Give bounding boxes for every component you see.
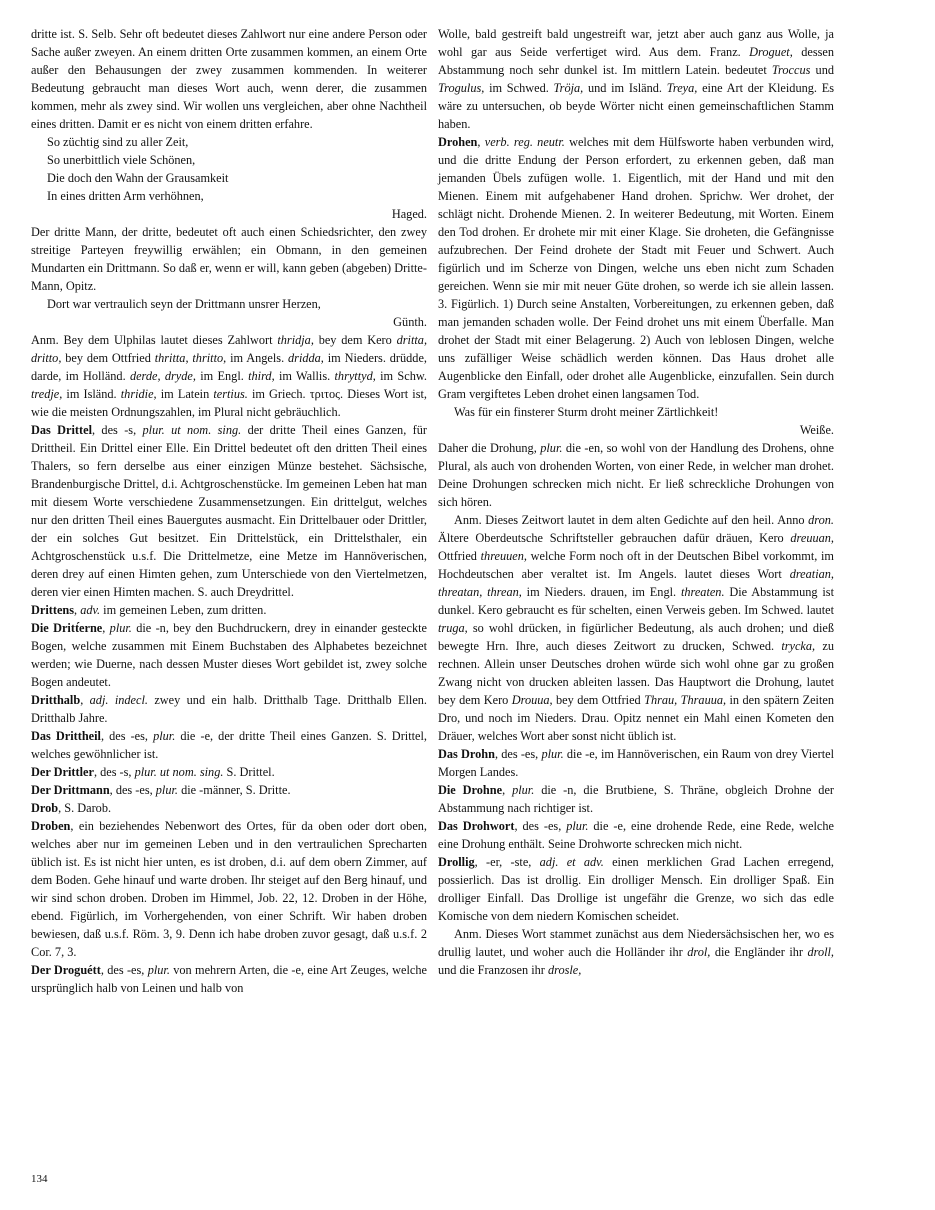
entry-droben: Droben, ein beziehendes Nebenwort des Ortes, für da oben oder dort oben, welches aber nur im gemeinen Leben und in den vertraulichen Sprecharten üblich ist. Es ist nicht hier unten, es ist droben, d.i. auf dem obern Zimmer, auf dem Boden. Gehe hinauf und warte droben. Ihr steiget auf den Berg hinauf, und wir sind schon droben. Droben im Himmel, Job. 22, 12. Droben in der Höhe, ebend. Figürlich, im Vorhergehenden, von einer Schrift. Wir haben droben bewiesen, daß u.s.f. Röm. 3, 9. Denn ich habe droben zuvor gesagt, daß u.s.f. 2 Cor. 7, 3. xyxy=(31,819,427,959)
entry-drohne: Die Drohne, plur. die -n, die Brutbiene, S. Thräne, obgleich Drohne der Abstammung nach richtiger ist. xyxy=(438,783,834,815)
entry-drohwort: Das Drohwort, des -es, plur. die -e, eine drohende Rede, eine Rede, welche eine Drohung enthält. Seine Drohworte schrecken mich nicht. xyxy=(438,819,834,851)
verse-line: Was für ein finsterer Sturm droht meiner Zärtlichkeit! xyxy=(454,405,719,419)
headword: Drittens xyxy=(31,603,75,617)
verse-attribution: Haged. xyxy=(391,207,427,221)
headword: Drohen xyxy=(438,135,478,149)
verse-line: Die doch den Wahn der Grausamkeit xyxy=(47,171,229,185)
headword: Das Drittel xyxy=(31,423,92,437)
entry-drohen: Drohen, verb. reg. neutr. welches mit dem Hülfsworte haben verbunden wird, und die dritte Endung der Person erfordert, zu erkennen geben, daß man jemanden Übels zufügen wolle. 1. Eigentlich, mit der Hand und mit den Mienen. Einem mit aufgehabener Hand drohen. Sprichw. Wer drohet, der schlägt nicht. Drohende Mienen. 2. In weiterer Bedeutung, mit Worten. Einem den Tod drohen. Er drohete mir mit einer Klage. Sie droheten, die Gefängnisse aufzubrechen. Der Feind drohete der Stadt mit Feuer und Schwert. Auch figürlich und im Scherze von Dingen, welche uns eben nicht zum Schaden gereichen. Wenn sie mir mit neuer Güte drohen, so werde ich sie allein lassen. 3. Figürlich. 1) Durch seine Anstalten, Vorbereitungen, zu erkennen geben, daß man jemanden schaden wolle. Der Feind drohet uns mit einem Überfalle. Man drohet der Stadt mit einer Belagerung. 2) Auch von leblosen Dingen, welche uns zufälliger Weise schädlich werden können. Das Haus drohet alle Augenblicke den Einfall, oder drohet alle Augenblicke, einzufallen. Sein durch Gram vergiftetes Leben drohet einen langsamen Tod. xyxy=(438,135,834,401)
headword: Das Drohn xyxy=(438,747,495,761)
verse-line: In eines dritten Arm verhöhnen, xyxy=(47,189,204,203)
headword: Die Dritt́erne xyxy=(31,621,103,635)
entry-drittmann: Der Drittmann, des -es, plur. die -männer, S. Dritte. xyxy=(31,783,291,797)
entry-dritte-mann: Der dritte Mann, der dritte, bedeutet oft auch einen Schiedsrichter, den zwey streitige Parteyen freywillig erwählen; ein Obmann, in den gemeinen Mundarten ein Drittmann. So daß er, wenn er will, kann geben (abgeben) Dritte-Mann, Opitz. xyxy=(31,225,427,293)
headword: Der Drittmann xyxy=(31,783,110,797)
entry-drittler: Der Drittler, des -s, plur. ut nom. sing. S. Drittel. xyxy=(31,765,275,779)
verse-attribution: Günth. xyxy=(393,315,427,329)
left-column xyxy=(31,25,427,997)
entry-droguett: Der Droguétt, des -es, plur. von mehrern Arten, die -e, eine Art Zeuges, welche ursprünglich halb von Leinen und halb von xyxy=(31,963,427,995)
headword: Drob xyxy=(31,801,59,815)
note-drollig: Anm. Dieses Wort stammet zunächst aus dem Niedersächsischen her, wo es drullig lautet, und woher auch die Holländer ihr drol, die Engländer ihr droll, und die Franzosen ihr drosle, xyxy=(438,927,835,977)
verse-attribution: Weiße. xyxy=(799,423,834,437)
headword: Das Drohwort xyxy=(438,819,515,833)
entry-dritthalb: Dritthalb, adj. indecl. zwey und ein halb. Dritthalb Tage. Dritthalb Ellen. Dritthalb Jahre. xyxy=(31,693,428,725)
entry-dritte-continued: dritte ist. S. Selb. Sehr oft bedeutet dieses Zahlwort nur eine andere Person oder Sache außer zweyen. An einem dritten Orte zusammen kommen, an einem Orte außer den Behausungen der zwey zusammen kommenden. In weiterer Bedeutung gebraucht man dieses Wort auch, wenn derer, die zusammen kommen, mehr als zwey sind. Wir wollen uns vergleichen, aber ohne Nachtheil eines dritten. Damit er es nicht von einem dritten erfahre. xyxy=(31,27,427,131)
entry-drob: Drob, S. Darob. xyxy=(31,801,112,815)
entry-drittens: Drittens, adv. im gemeinen Leben, zum dritten. xyxy=(31,603,267,617)
entry-drohn: Das Drohn, des -es, plur. die -e, im Hannöverischen, ein Raum von drey Viertel Morgen Landes. xyxy=(438,747,834,779)
note-dritte: Anm. Bey dem Ulphilas lautet dieses Zahlwort thridja, bey dem Kero dritta, dritto, bey dem Ottfried thritta, thritto, im Angels. dridda, im Nieders. drüdde, darde, im Holländ. derde, dryde, im Engl. third, im Wallis. thryttyd, im Schw. tredje, im Isländ. thridie, im Latein tertius. im Griech. τριτος. Dieses Wort ist, wie die meisten Ordnungszahlen, im Plural nicht gebräuchlich. xyxy=(31,333,428,419)
headword: Die Drohne xyxy=(438,783,503,797)
headword: Der Droguétt xyxy=(31,963,101,977)
verse-line: Dort war vertraulich seyn der Drittmann unsrer Herzen, xyxy=(47,297,321,311)
entry-drollig: Drollig, -er, -ste, adj. et adv. einen merklichen Grad Lachen erregend, possierlich. Das ist drollig. Ein drolliger Mensch. Ein drolliger Spaß. Ein drolliger Einfall. Das Drollige ist ungefähr die Grenze, wo sich das edle Komische von dem niedern Komischen scheidet. xyxy=(438,855,834,923)
headword: Dritthalb xyxy=(31,693,81,707)
headword: Der Drittler xyxy=(31,765,94,779)
entry-drittheil: Das Drittheil, des -es, plur. die -e, der dritte Theil eines Ganzen. S. Drittel, welches gewöhnlicher ist. xyxy=(31,729,427,761)
headword: Drollig xyxy=(438,855,475,869)
page-number: 134 xyxy=(31,1173,48,1185)
right-column xyxy=(438,25,834,979)
verse-line: So unerbittlich viele Schönen, xyxy=(47,153,196,167)
entry-dritterne: Die Dritt́erne, plur. die -n, bey den Buchdruckern, drey in einander gesteckte Bogen, welche zusammen mit Einem Buchstaben des Alphabetes bezeichnet werden; wie Duerne, nach dessen Muster dieses Wort gebildet ist, zwey solche Bogen andeutet. xyxy=(31,621,427,689)
entry-drittel: Das Drittel, des -s, plur. ut nom. sing. der dritte Theil eines Ganzen, für Drittheil. Ein Drittel einer Elle. Ein Drittel bedeutet oft den dritten Theil eines Thalers, so fern derselbe aus einer einzigen Münze bestehet. Sächsische, Brandenburgische Drittel, d.i. Achtgroschenstücke. Im gemeinen Leben hat man mit diesem Worte verschiedene Zusammensetzungen. Ein drittelgut, welches nur den dritten Theil eines Bauergutes ausmacht. Ein Drittelbauer oder Drittler, der ein solches Gut besitzet. Ein Drittelstück, ein Drittelsthaler, ein Achtgroschenstück u.s.f. Die Drittelmetze, eine Metze im Hannöverischen, deren drey auf einen Himten gehen, zum Unterschiede von den Viertelmetzen, deren vier einen Himten machen. S. auch Dreydrittel. xyxy=(31,423,427,599)
headword: Das Drittheil xyxy=(31,729,101,743)
entry-drohung: Daher die Drohung, plur. die -en, so wohl von der Handlung des Drohens, ohne Plural, als auch von drohenden Worten, von einer Rede, in welcher man drohet. Deine Drohungen schrecken mich nicht. Er ließ schreckliche Drohungen von sich hören. xyxy=(438,441,835,509)
headword: Droben xyxy=(31,819,71,833)
verse-line: So züchtig sind zu aller Zeit, xyxy=(47,135,189,149)
entry-droguett-continued: Wolle, bald gestreift bald ungestreift war, jetzt aber auch ganz aus Wolle, ja wohl gar aus Seide verfertiget wird. Aus dem. Franz. Droguet, dessen Abstammung noch sehr dunkel ist. Im mittlern Latein. bedeutet Troccus und Trogulus, im Schwed. Tröja, und im Isländ. Treya, eine Art der Kleidung. Es wäre zu untersuchen, ob beyde Wörter nicht einen gemeinschaftlichen Stamm haben. xyxy=(438,27,834,131)
note-drohen: Anm. Dieses Zeitwort lautet in dem alten Gedichte auf den heil. Anno dron. Ältere Oberdeutsche Schriftsteller gebrauchen dafür dräuen, Kero dreuuan, Ottfried threuuen, welche Form noch oft in der Deutschen Bibel vorkommt, im Hochdeutschen aber veraltet ist. Im Angels. lautet dieses Wort dreatian, threatan, threan, im Nieders. drauen, im Engl. threaten. Die Abstammung ist dunkel. Kero gebraucht es für schelten, einen Verweis geben. Im Schwed. lautet truga, so wohl drücken, in figürlicher Bedeutung, als auch drohen; und dieß bewegte Hrn. Ihre, auch dieses Zeitwort zu drucken, Schwed. trycka, zu rechnen. Allein unser Deutsches drohen würde sich wohl ohne gar zu großen Zwang nicht von drucken ableiten lassen. Das Hauptwort die Drohung, lautet bey dem Kero Drouua, bey dem Ottfried Thrau, Thrauua, in den spätern Zeiten Dro, und noch im Nieders. Drau. Opitz nennet ein Mahl einen Kometen den Dräuer, welches Wort aber sonst nicht üblich ist. xyxy=(438,513,834,743)
